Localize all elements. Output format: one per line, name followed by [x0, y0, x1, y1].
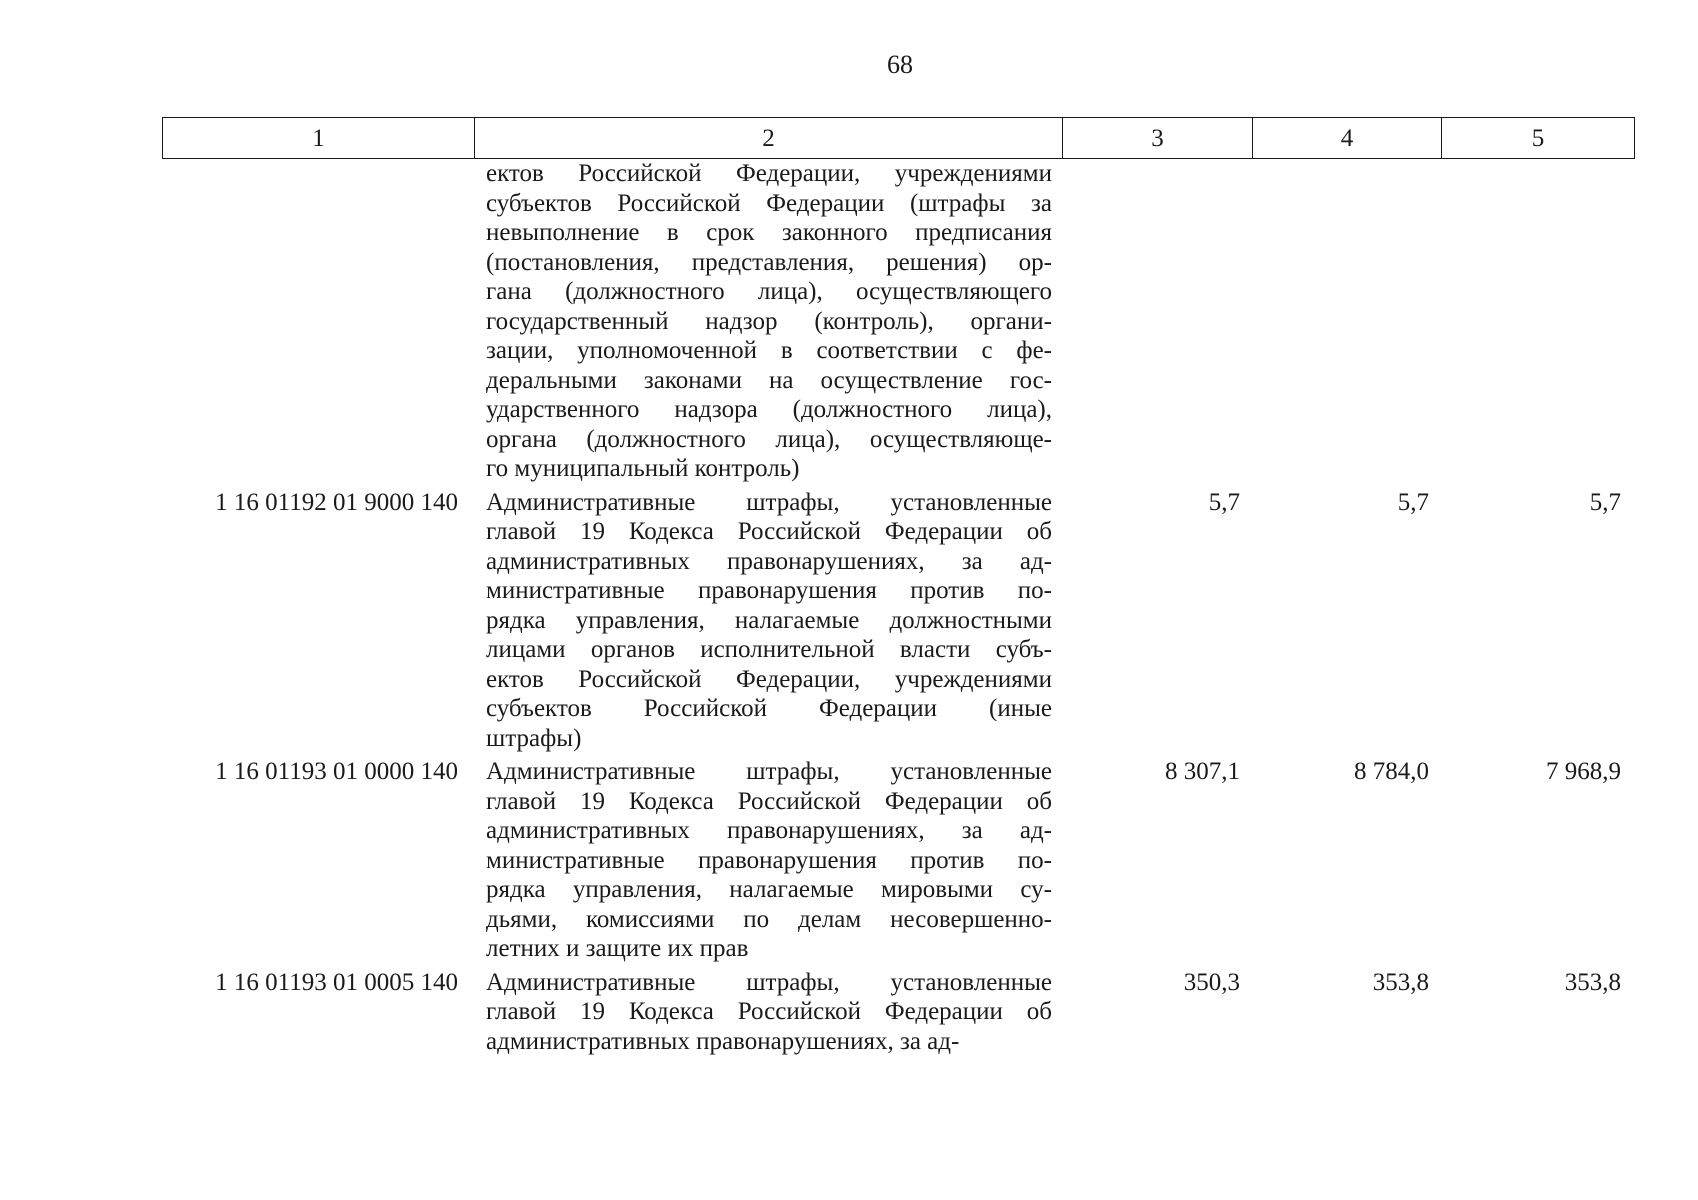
description-line: гана (должностного лица), осуществляющего — [486, 278, 1052, 305]
description-line: главой 19 Кодекса Российской Федерации об — [486, 998, 1052, 1025]
description-line: (постановления, представления, решения) ор- — [486, 248, 1052, 276]
description-cell — [474, 159, 1062, 484]
description-line: Административные штрафы, установленные — [486, 758, 1052, 785]
amount-cell-3: 5,7 — [1208, 488, 1240, 516]
table-body — [162, 159, 1635, 1056]
description-line: ектов Российской Федерации, учреждениями — [486, 160, 1052, 187]
description-line: деральными законами на осуществление гос- — [486, 366, 1052, 394]
header-cell-1: 1 — [163, 118, 475, 158]
amount-cell-5: 353,8 — [1564, 968, 1621, 996]
description-line: главой 19 Кодекса Российской Федерации об — [486, 518, 1052, 545]
table-row — [162, 488, 1635, 754]
budget-code-cell: 1 16 01193 01 0000 140 — [215, 758, 458, 785]
description-line: невыполнение в срок законного предписания — [486, 219, 1052, 246]
description-cell — [474, 757, 1062, 964]
description-line: ударственного надзора (должностного лица), — [486, 396, 1052, 423]
description-line: субъектов Российской Федерации (иные — [486, 695, 1052, 722]
description-line: министративные правонарушения против по- — [486, 577, 1052, 604]
description-line: рядка управления, налагаемые должностными — [486, 606, 1052, 634]
description-line: го муниципальный контроль) — [486, 455, 800, 482]
table-header-row — [162, 117, 1635, 159]
amount-cell-3: 350,3 — [1183, 968, 1240, 996]
amount-cell-5: 5,7 — [1589, 488, 1621, 516]
header-cell-5: 5 — [1531, 124, 1545, 152]
description-line: административных правонарушениях, за ад- — [486, 547, 1052, 575]
header-cell-3: 3 — [1063, 118, 1253, 158]
description-line: Административные штрафы, установленные — [486, 968, 1052, 996]
amount-cell-5: 7 968,9 — [1546, 758, 1621, 785]
description-line: административных правонарушениях, за ад- — [486, 1027, 960, 1055]
table-row — [162, 757, 1635, 964]
header-cell-2: 2 — [475, 118, 1063, 158]
description-line: административных правонарушениях, за ад- — [486, 817, 1052, 844]
description-line: лицами органов исполнительной власти субъ- — [486, 636, 1052, 663]
description-line: органа (должностного лица), осуществляюще- — [486, 425, 1052, 453]
description-cell — [474, 488, 1062, 754]
header-cell-4: 4 — [1253, 118, 1442, 158]
page-number: 68 — [887, 50, 913, 79]
amount-cell-4: 5,7 — [1397, 488, 1429, 516]
description-line: Административные штрафы, установленные — [486, 488, 1052, 516]
description-line: летних и защите их прав — [486, 935, 749, 962]
description-line: дьями, комиссиями по делам несовершенно- — [486, 905, 1052, 933]
amount-cell-3: 8 307,1 — [1165, 758, 1240, 785]
description-line: министративные правонарушения против по- — [486, 846, 1052, 874]
amount-cell-4: 8 784,0 — [1354, 758, 1429, 785]
description-line: ектов Российской Федерации, учреждениями — [486, 665, 1052, 693]
description-line: главой 19 Кодекса Российской Федерации об — [486, 787, 1052, 815]
description-line: штрафы) — [486, 724, 582, 752]
description-line: субъектов Российской Федерации (штрафы за — [486, 189, 1052, 217]
budget-table — [162, 117, 1635, 1056]
budget-code-cell: 1 16 01193 01 0005 140 — [215, 968, 458, 996]
description-line: рядка управления, налагаемые мировыми су- — [486, 876, 1052, 903]
table-row — [162, 968, 1635, 1057]
amount-cell-4: 353,8 — [1372, 968, 1429, 996]
description-line: государственный надзор (контроль), органи- — [486, 307, 1052, 335]
table-row — [162, 159, 1635, 484]
budget-code-cell: 1 16 01192 01 9000 140 — [215, 488, 458, 516]
description-cell — [474, 968, 1062, 1057]
description-line: зации, уполномоченной в соответствии с фе- — [486, 337, 1052, 364]
